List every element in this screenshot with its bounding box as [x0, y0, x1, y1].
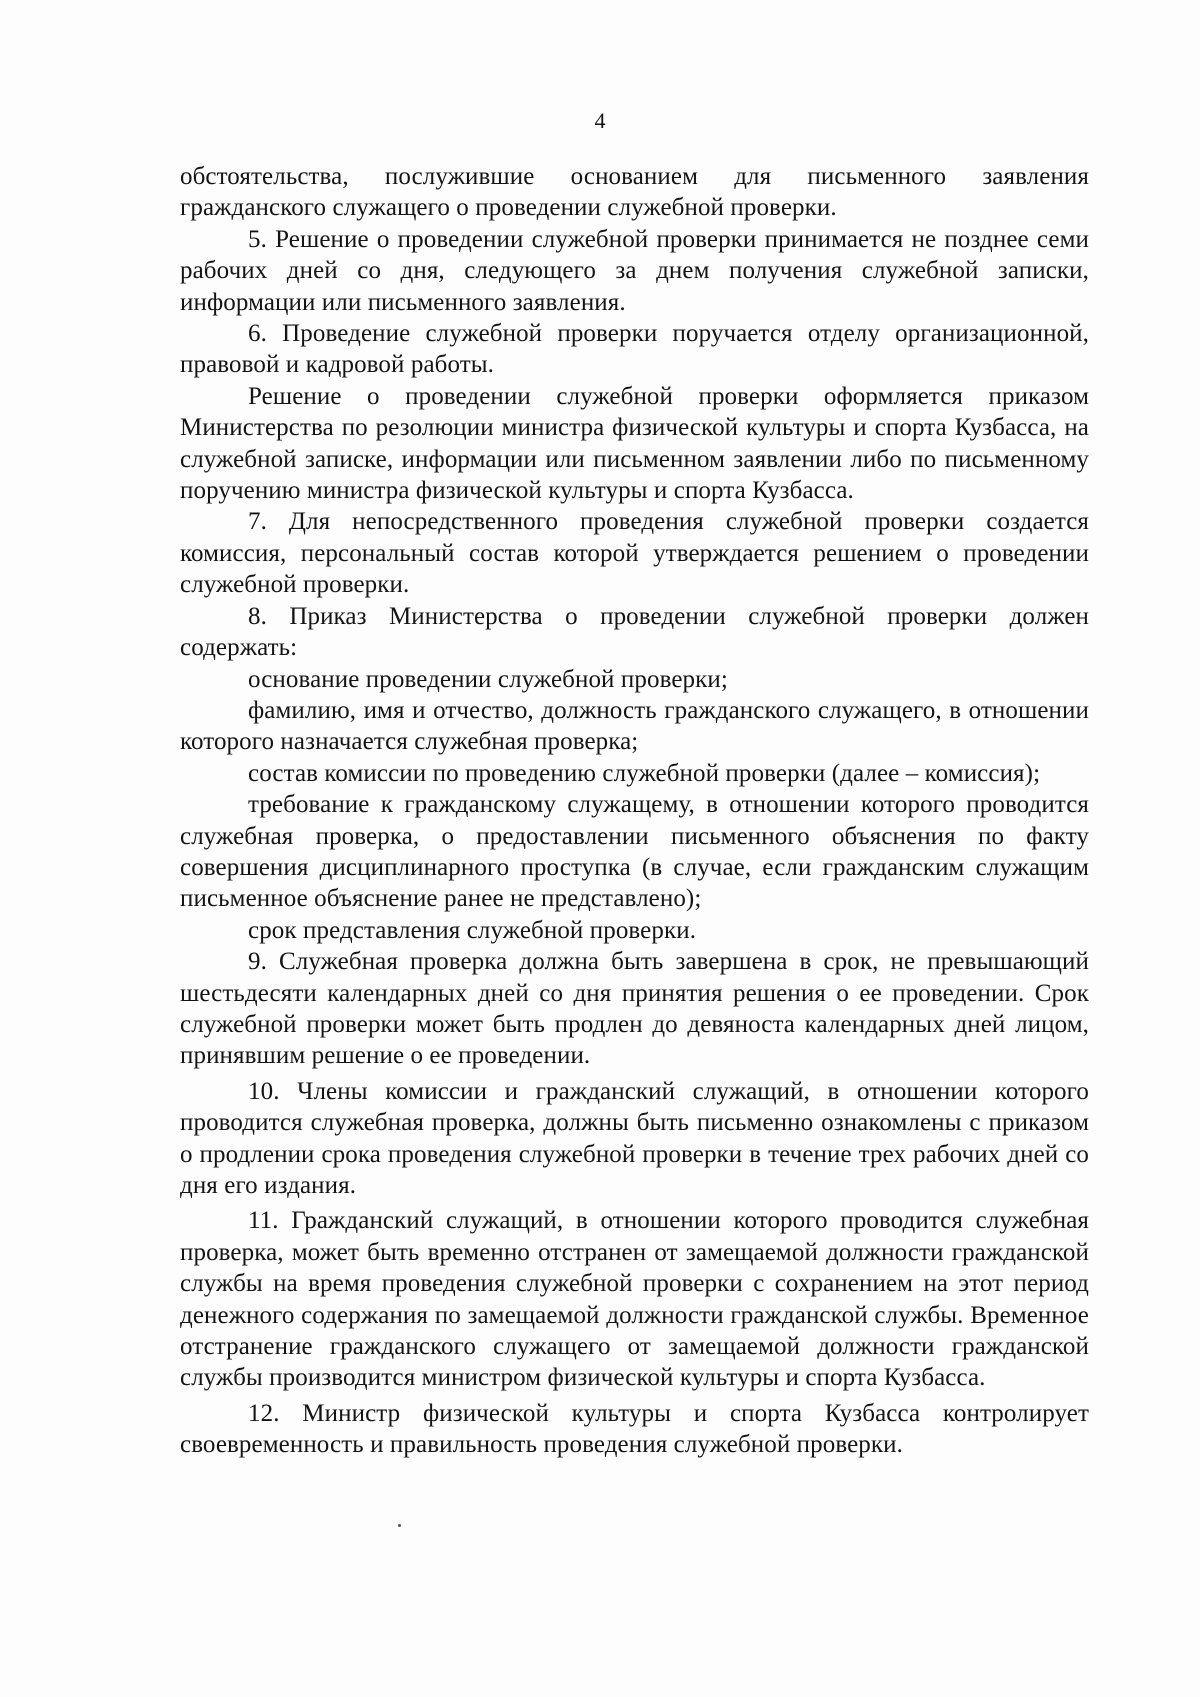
- paragraph-item-10: 10. Члены комиссии и гражданский служащий, в отношении которого проводится служебная проверка, должны быть письменно ознакомлены с приказом о продлении срока проведения служебной проверки в течение трех рабочих дней со дня его издания.: [180, 1077, 1089, 1199]
- paragraph-item-5: 5. Решение о проведении служебной проверки принимается не позднее семи рабочих дней со дня, следующего за днем получения служебной записки, информации или письменного заявления.: [180, 225, 1089, 316]
- paragraph-item-9: 9. Служебная проверка должна быть завершена в срок, не превышающий шестьдесяти календарных дней со дня принятия решения о ее проведении. Срок служебной проверки может быть продлен до девяноста календарных дней лицом, принявшим решение о ее проведении.: [180, 948, 1089, 1070]
- paragraph-order-term: срок представления служебной проверки.: [248, 916, 697, 944]
- paragraph-order-basis: основание проведении служебной проверки;: [248, 665, 728, 693]
- paragraph-order-requirement: требование к гражданскому служащему, в отношении которого проводится служебная проверка, о предоставлении письменного объяснения по факту совершения дисциплинарного проступка (в случае, если гражданским служащим письменное объяснение ранее не представлено);: [180, 791, 1089, 913]
- paragraph-item-6: 6. Проведение служебной проверки поручается отделу организационной, правовой и кадровой работы.: [180, 320, 1089, 379]
- paragraph-continuation: обстоятельства, послужившие основанием для письменного заявления гражданского служащего о проведении служебной проверки.: [180, 163, 1089, 222]
- paragraph-order-name: фамилию, имя и отчество, должность гражданского служащего, в отношении которого назначается служебная проверка;: [180, 696, 1089, 756]
- scan-speck: [398, 1524, 401, 1527]
- document-body: [180, 161, 1089, 1461]
- paragraph-item-11: 11. Гражданский служащий, в отношении которого проводится служебная проверка, может быть временно отстранен от замещаемой должности гражданской службы на время проведения служебной проверки с сохранением на этот период денежного содержания по замещаемой должности гражданской службы. Временное отстранение гражданского служащего от замещаемой должности гражданской службы производится министром физической культуры и спорта Кузбасса.: [180, 1207, 1089, 1392]
- paragraph-item-7: 7. Для непосредственного проведения служебной проверки создается комиссия, персональный состав которой утверждается решением о проведении служебной проверки.: [180, 508, 1089, 599]
- paragraph-item-12: 12. Министр физической культуры и спорта Кузбасса контролирует своевременность и правильность проведения служебной проверки.: [180, 1399, 1089, 1459]
- paragraph-decision: Решение о проведении служебной проверки оформляется приказом Министерства по резолюции министра физической культуры и спорта Кузбасса, на служебной записке, информации или письменном заявлении либо по письменному поручению министра физической культуры и спорта Кузбасса.: [180, 382, 1089, 505]
- page-number: 4: [594, 108, 606, 133]
- paragraph-order-commission: состав комиссии по проведению служебной проверки (далее – комиссия);: [248, 759, 1041, 787]
- paragraph-item-8: 8. Приказ Министерства о проведении служебной проверки должен содержать:: [180, 602, 1089, 662]
